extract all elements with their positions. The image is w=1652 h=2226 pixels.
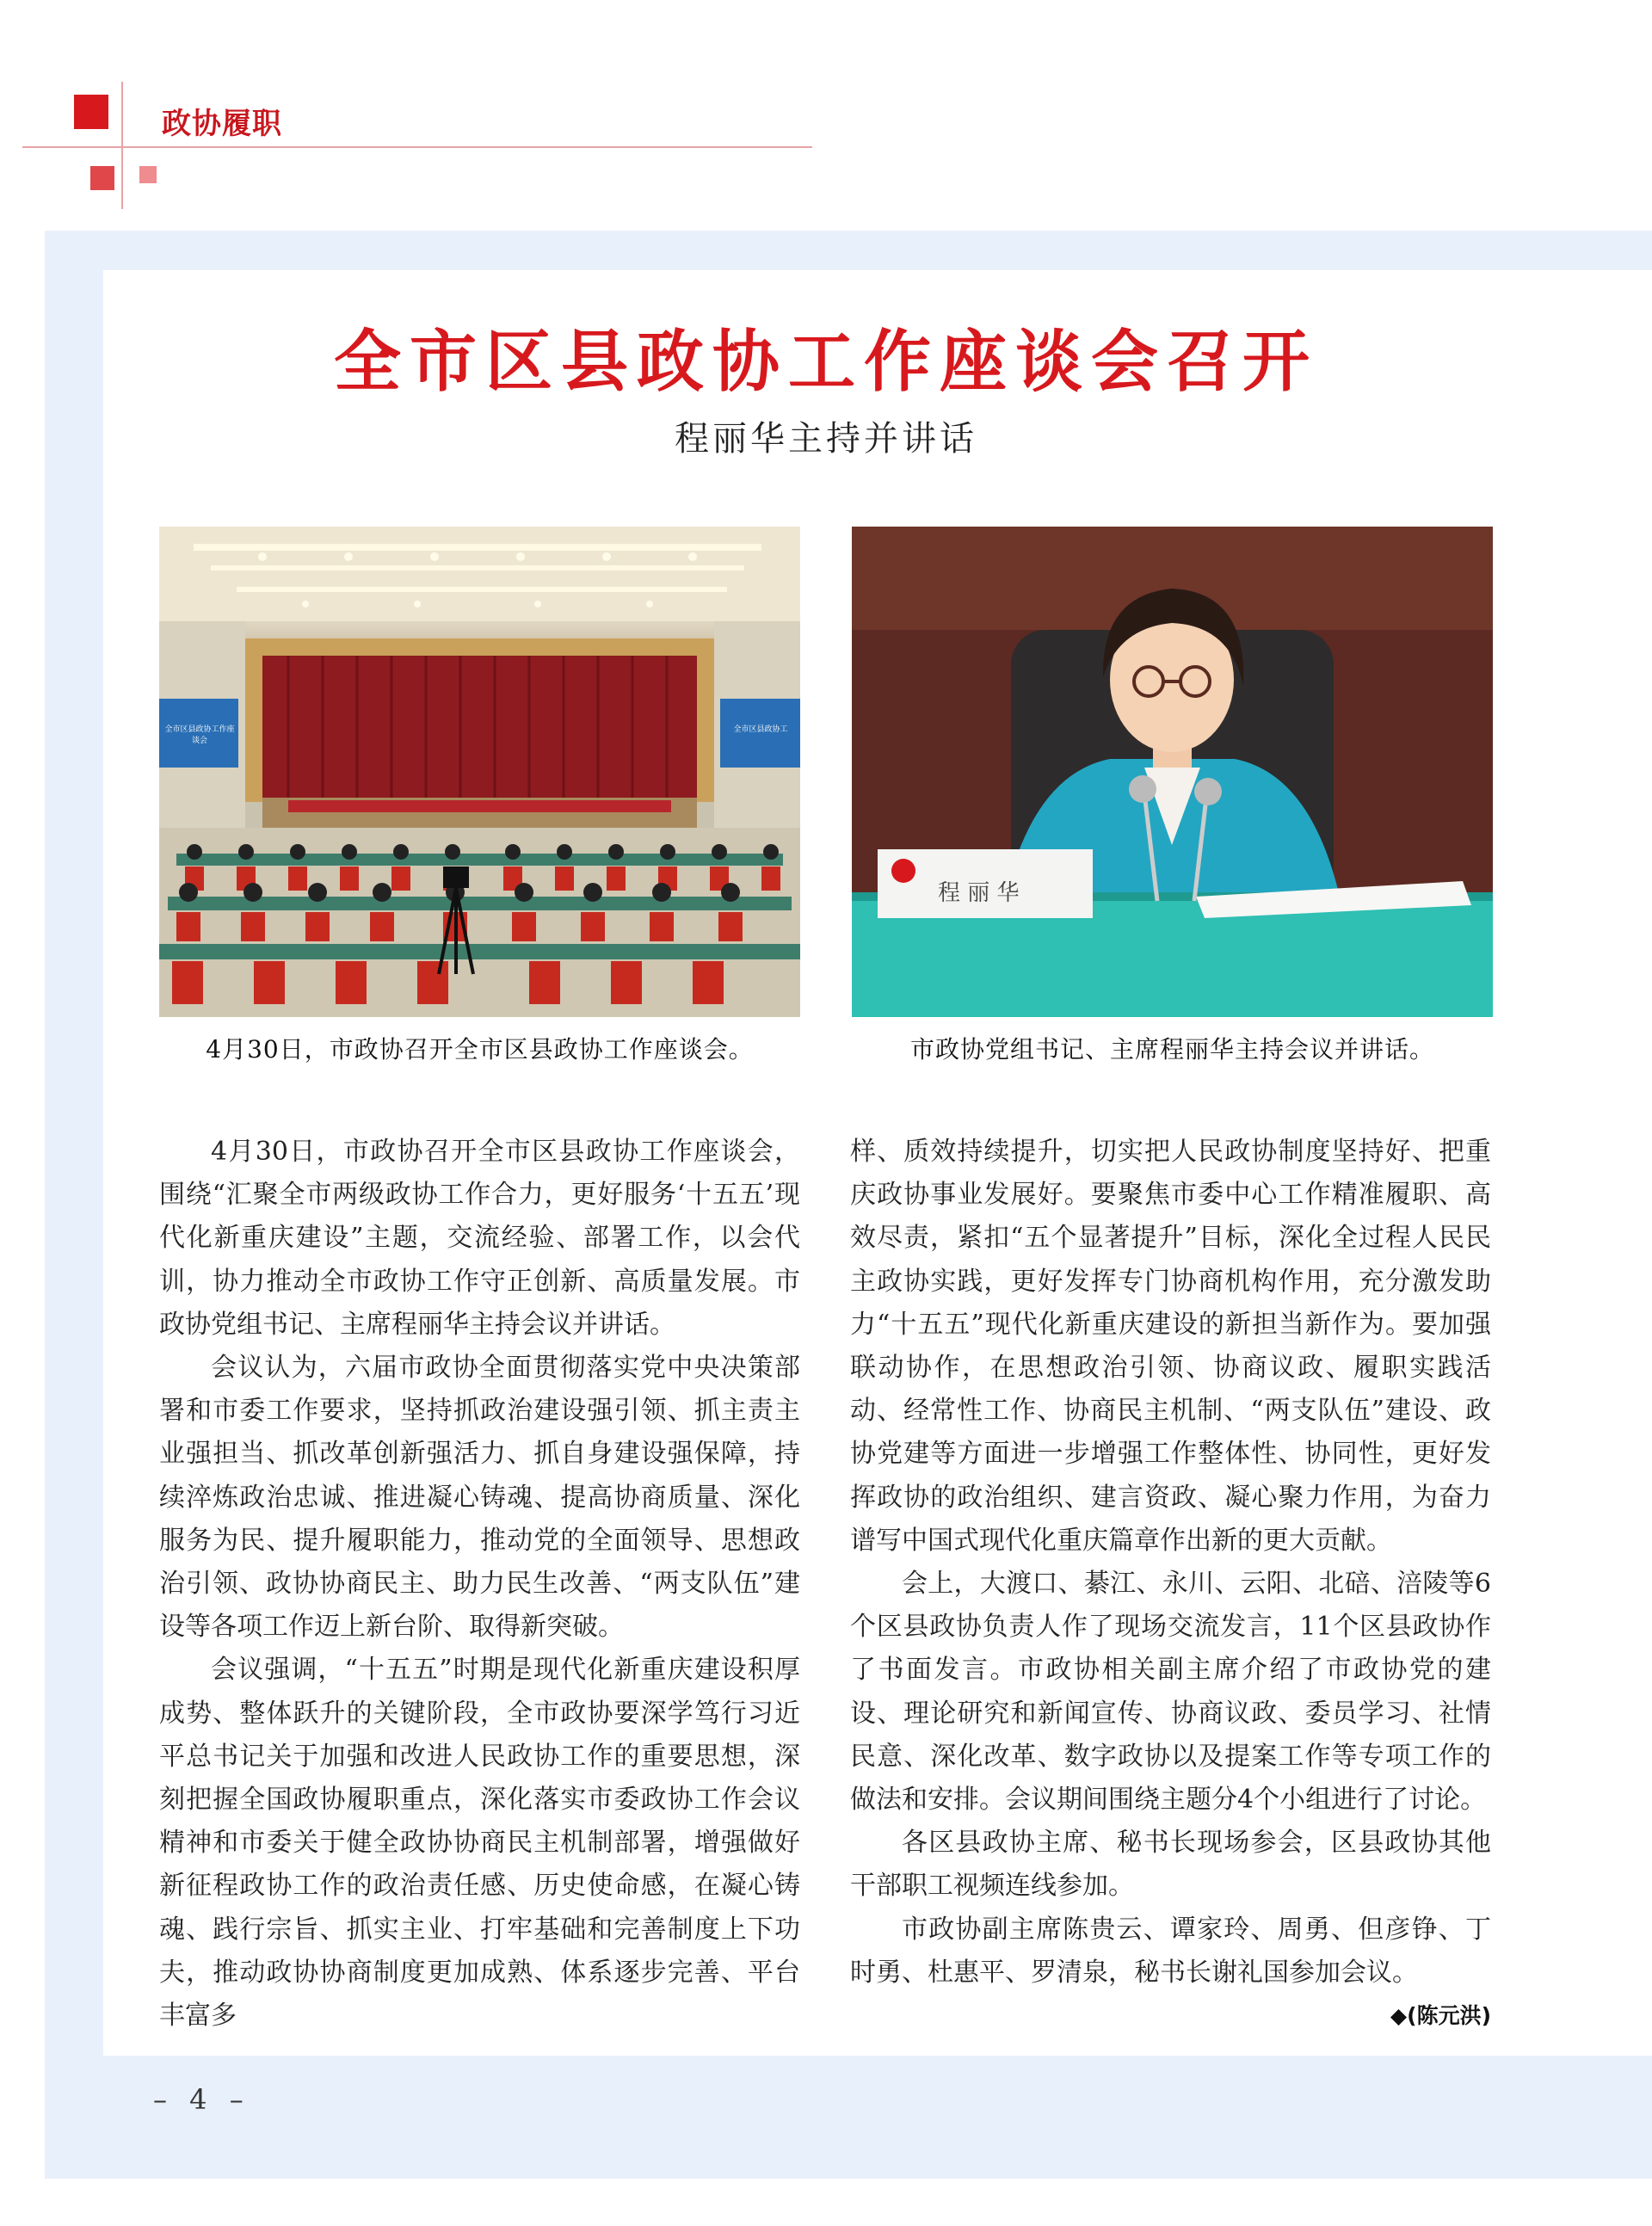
body-right-column xyxy=(850,1131,1491,2038)
photo-left-caption: 4月30日，市政协召开全市区县政协工作座谈会。 xyxy=(206,1035,754,1064)
attendees-text: 市政协副主席陈贵云、谭家玲、周勇、但彦铮、丁时勇、杜惠平、罗清泉，秘书长谢礼国参加会议。 xyxy=(850,1914,1491,1988)
conference-hall-illustration xyxy=(159,527,800,1017)
body-paragraph-last xyxy=(850,1908,1491,2029)
body-paragraph: 会上，大渡口、綦江、永川、云阳、北碚、涪陵等6个区县政协负责人作了现场交流发言，11个区县政协作了书面发言。市政协相关副主席介绍了市政协党的建设、理论研究和新闻宣传、协商议政、委员学习、社情民意、深化改革、数字政协以及提案工作等专项工作的做法和安排。会议期间围绕主题分4个小组进行了讨论。 xyxy=(850,1569,1491,1816)
speaker-nameplate: 程 丽 华 xyxy=(938,880,1020,906)
hall-screen-text-left: 全市区县政协工作座谈会 xyxy=(164,725,235,745)
body-left-column xyxy=(159,1131,800,2038)
header-small-square xyxy=(90,166,114,190)
section-label: 政协履职 xyxy=(162,107,282,141)
author-byline: ◆(陈元洪) xyxy=(1390,2003,1491,2029)
body-paragraph-continued: 样、质效持续提升，切实把人民政协制度坚持好、把重庆政协事业发展好。要聚焦市委中心工作精准履职、高效尽责，紧扣“五个显著提升”目标，深化全过程人民民主政协实践，更好发挥专门协商机构作用，充分激发助力“十五五”现代化新重庆建设的新担当新作为。要加强联动协作，在思想政治引领、协商议政、履职实践活动、经常性工作、协商民主机制、“两支队伍”建设、政协党建等方面进一步增强工作整体性、协同性，更好发挥政协的政治组织、建言资政、凝心聚力作用，为奋力谱写中国式现代化重庆篇章作出新的更大贡献。 xyxy=(850,1137,1491,1556)
body-paragraph: 会议认为，六届市政协全面贯彻落实党中央决策部署和市委工作要求，坚持抓政治建设强引领、抓主责主业强担当、抓改革创新强活力、抓自身建设强保障，持续淬炼政治忠诚、推进凝心铸魂、提高协商质量、深化服务为民、提升履职能力，推动党的全面领导、思想政治引领、政协协商民主、助力民生改善、“两支队伍”建设等各项工作迈上新台阶、取得新突破。 xyxy=(159,1353,800,1643)
conference-hall-photo xyxy=(159,527,800,1017)
speaker-illustration xyxy=(852,527,1493,1017)
article-subtitle: 程丽华主持并讲话 xyxy=(675,419,977,459)
hall-screen-text-right: 全市区县政协工 xyxy=(733,725,788,734)
header-red-square xyxy=(74,95,108,129)
body-paragraph: 4月30日，市政协召开全市区县政协工作座谈会，围绕“汇聚全市两级政协工作合力，更好服务‘十五五’现代化新重庆建设”主题，交流经验、部署工作，以会代训，协力推动全市政协工作守正创新、高质量发展。市政协党组书记、主席程丽华主持会议并讲话。 xyxy=(159,1137,800,1340)
article-title: 全市区县政协工作座谈会召开 xyxy=(333,324,1318,401)
header-horizontal-rule xyxy=(22,146,812,148)
photo-right-caption: 市政协党组书记、主席程丽华主持会议并讲话。 xyxy=(909,1035,1434,1064)
page-number: – 4 – xyxy=(153,2083,250,2116)
speaker-photo xyxy=(852,527,1493,1017)
header-tiny-square xyxy=(139,166,157,183)
body-paragraph: 各区县政协主席、秘书长现场参会，区县政协其他干部职工视频连线参加。 xyxy=(850,1828,1491,1902)
body-paragraph: 会议强调，“十五五”时期是现代化新重庆建设积厚成势、整体跃升的关键阶段，全市政协要深学笃行习近平总书记关于加强和改进人民政协工作的重要思想，深刻把握全国政协履职重点，深化落实市委政协工作会议精神和市委关于健全政协协商民主机制部署，增强做好新征程政协工作的政治责任感、历史使命感，在凝心铸魂、践行宗旨、抓实主业、打牢基础和完善制度上下功夫，推动政协协商制度更加成熟、体系逐步完善、平台丰富多 xyxy=(159,1655,800,2032)
header-vertical-rule xyxy=(121,82,123,209)
